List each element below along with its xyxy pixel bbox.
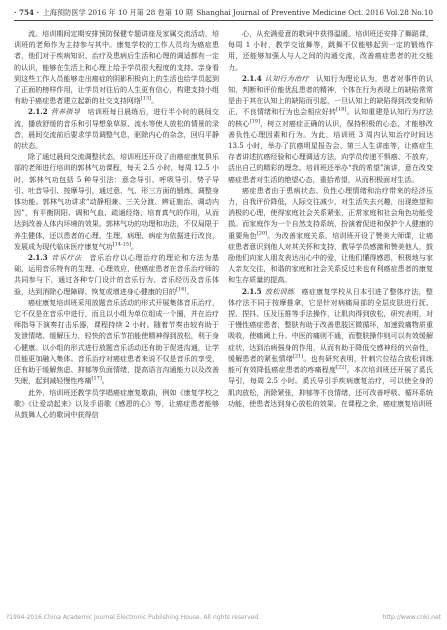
paragraph-text: 培训班每日晨练后，进行半小时的晨间交流，播放舒缓的音乐和引导想象草原、流水等使人放松的情景的录音，晨间交流前后要求学员调整气息，驱除内心的杂念，回归平静的状态。 [14, 107, 219, 151]
body-paragraph [14, 28, 219, 106]
body-paragraph [228, 185, 433, 286]
paragraph-text-end: 。 [186, 286, 194, 296]
citation-marker: [17] [91, 375, 102, 382]
paragraph-text-end: 。也有研究表明，针刺穴位结合放松训练能可有效降低癌症患者的疼痛程度 [228, 353, 433, 375]
paragraph-text-end: 。认知重建是认知行为疗法的核心 [228, 107, 433, 128]
left-column [14, 28, 219, 606]
citation-marker: [13] [140, 95, 152, 102]
citation-marker: [22] [336, 364, 347, 371]
journal-title-english: Shanghai Journal of Preventive Medicine Oct. 2016 Vol.28 No.10 [196, 8, 433, 17]
paragraph-text-end: 。本次培训班还开展了奚氏导引，每周 2.5 小时。奚氏导引手疾病康复治疗，可以使全身的肌肉放松，消除紧张，抑郁等不良情绪，还可改善呼吸、循环系统功能，使患者达到身心放松的效果。在课程之余，癌症康复培训班 [228, 365, 433, 408]
paragraph-text: 音乐治疗以心理治疗的理论和方法为基础，运用音乐特有的生理、心理效应，使癌症患者在音乐治疗师的共同参与下，通过各种专门设计的音乐行为、音乐经历及音乐体验，达到消除心理障碍、恢复或增进身心健康的目的 [14, 253, 219, 296]
paragraph-text: 心，从充满爱意的歌词中获得温暖。培训班还安排了舞蹈课，每周 1 小时，教学交谊舞等，跳舞不仅能够起到一定的锻炼作用，还能够加强人与人之间的沟通交流，改善癌症患者的社交能力。 [228, 29, 433, 72]
section-title: 放松训练 [264, 286, 295, 296]
section-paragraph [14, 106, 219, 151]
body-paragraph [14, 151, 219, 252]
page-footer [6, 612, 441, 624]
body-paragraph [14, 387, 219, 421]
publisher-url[interactable]: http://www.cnki.net [382, 614, 441, 621]
citation-marker: [16] [176, 286, 187, 293]
section-paragraph [228, 286, 433, 409]
paragraph-text: 除了通过晨间交流调整状态，培训班还开设了由癌症康复俱乐部的老师进行培训的郭林气功课程，每天 2.5 小时，每周 12.5 小时，郭林气功包括 5 种导引法：意念导引、呼吸导引、势子导引、吐音导引、按摩导引，通过意、气、形三方面的锻炼，调整身体功能。郭林气功讲求“动静相兼、三关分渡、辨证施治、调动内因”，有平衡阴阳、调和气血、疏通经络、培育真气的作用，从而达到改善人体内环境的效果。郭林气功的功理和功法，不仅局限于养生健体，还以患者的心理、生理、病理、病症为依据进行改良，发展成为现代临床医疗康复气功 [14, 152, 219, 251]
citation-marker: [14-15] [112, 241, 131, 248]
paragraph-text: 流。培训期间定期安排预防保健专题讲座及家属交流活动，培训班的老师作为主持参与其中。康复学校的工作人员均为癌症患者，他们对于疾病知识、治疗及患病后生活和心理的调适都有一定的认识，能够在生活上和心理上给予学员很大程度的支持。亲身看到这些工作人员能够走出癌症的阴影积极向上的生活也给学员起到了正面的榜样作用，让学员对往后的人生更有信心，构建支持小组有助于癌症患者建立起新的社交支持网络 [14, 29, 219, 106]
paragraph-text: 认知行为理论认为，患者对事件的认知，判断和评价能优乱患者的精神，个体在行为表现上的缺陷常常是由于其在认知上的缺陷而引起，一旦认知上的缺陷得到改变和矫正，不良情绪和行为也会相应好转 [228, 73, 433, 117]
citation-marker: [19] [249, 118, 260, 125]
paragraph-text: 癌症患者由于患病状态、负性心理情绪和治疗带来的经济压力，自我评价降低，人际交往减少，对生活失去兴趣，出现绝望和消极的心理，使得家庭社会关系紧张，正常家庭和社会角色功能受损。而家庭作为一个自然支持系统，扮演着促进和保护个人健康的重要角色 [228, 185, 433, 240]
section-number: 2.1.5 [242, 286, 262, 296]
citation-marker: [20] [256, 230, 268, 237]
page-number: · 754 · [14, 8, 40, 17]
section-paragraph [228, 73, 433, 185]
journal-title-chinese: 上海预防医学 2016 年 10 月第 28 卷第 10 期 [42, 8, 193, 17]
section-title: 营养指导 [50, 107, 81, 117]
paragraph-text-end: 。为改善家庭关系，培训班开设了赞美大师课，让癌症患者意识到他人对其关怀和支持，教导学员感激和赞美他人，鼓励他们向家人朋友表达出心中的爱，让他们懂得感恩，积极地与家人亲友交往，和谐的家庭和社会关系反过来也有利癌症患者的康复和生存质量的提高。 [228, 230, 433, 285]
paragraph-text: 癌症康复学校从日本引进了整体疗法，整体疗法不同于按摩推拿，它是针对病痛局部的全层皮肤进行抚、捏、捏抖、压及压推等手法操作，让肌肉得到放松，研究表明，对于慢性癌症患者，整肤有助于改善患肢区微循环，加速致痛物质重吸收，使痛阈上升。中医的痛则不通，而整肤操作则可以有效缓解症状，达到治病强身的作用，从而有助于降低交感神经的兴奋性，缓解患者的紧张情绪 [228, 286, 433, 363]
right-column [228, 28, 433, 606]
paragraph-text: 癌症康复培训班采用放题音乐活动的形式开展集体音乐治疗，它不仅是在音乐中进行，而且以小组为单位组成一个圈，并在治疗师指导下演奏打击乐器，课程持续 2 小时。随着节奏由较有助于发泄情绪、缓解压力，轻快的音乐节拍能使精神得到放松，利于身心健康。以小组的形式进行放题音乐活动还有助于促进沟通，让学员能更加融入集体。音乐治疗对癌症患者来说不仅是音乐的享受，还有助于缓解焦虑、抑郁等负面情绪，提高语言沟通能力以及改善失眠，起到减轻慢性疼痛 [14, 297, 219, 386]
paragraph-text-end: 。 [101, 376, 109, 386]
section-title: 认知行为治疗 [264, 73, 309, 83]
section-paragraph [14, 252, 219, 297]
citation-marker: [18] [336, 107, 347, 114]
paragraph-text: 此外，培训班还教学员学唱癌症康复歌曲，例如《康复学校之歌》《让爱动起来》以及手语歌《感恩的心》等，让癌症患者能够从鼓舞人心的歌词中获得信 [14, 387, 219, 419]
body-paragraph [228, 28, 433, 73]
paragraph-text-end: 。 [131, 241, 139, 251]
section-title: 音乐疗法 [50, 253, 82, 263]
section-number: 2.1.3 [28, 253, 48, 263]
citation-marker: [21] [292, 353, 304, 360]
body-paragraph [14, 297, 219, 387]
running-header [14, 6, 433, 21]
copyright-notice: ?1994-2016 China Academic Journal Electronic Publishing House. All rights reserved. [6, 614, 261, 621]
paragraph-text-end: ，树立对癌症正确的认识，保持积极的心态，才能够改善负性心理因素和行为。为此，培训班 3 周内认知治疗时间达 13.5 小时，举办了抗癌明星报告会、第三人生讲座等，让癌症生存者讲述抗癌经验和心理调适方法，向学员传递不惧癌、不放弃，活出自己的精彩的理念。培训班还举办“我的希望”演讲，意在改变癌症患者对生活的绝望心态，重拾希望，从而积极面对生活。 [228, 118, 433, 184]
section-number: 2.1.4 [242, 73, 262, 83]
section-number: 2.1.2 [28, 107, 48, 117]
paragraph-text-end: 。 [151, 96, 159, 106]
